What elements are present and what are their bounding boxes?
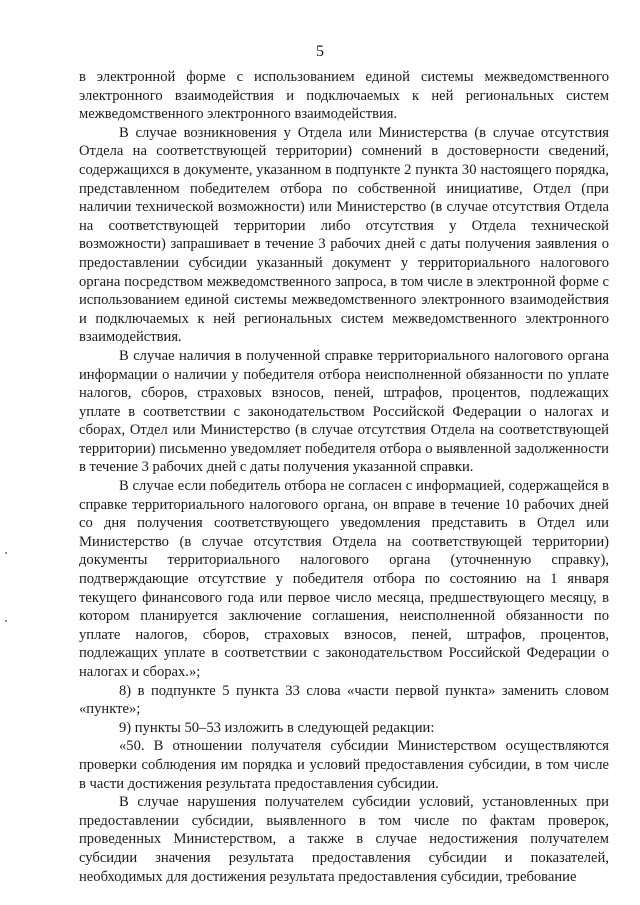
paragraph-item-8: 8) в подпункте 5 пункта 33 слова «части первой пункта» заменить словом «пункте»; (79, 682, 609, 718)
paragraph-clause-50: «50. В отношении получателя субсидии Министерством осуществляются проверки соблюдения им порядка и условий предоставления субсидии, в том числе в части достижения результата предоставления субсидии. (79, 738, 609, 792)
document-body (79, 68, 609, 886)
paragraph-tax-debt-notice: В случае наличия в полученной справке территориального налогового органа информации о наличии у победителя отбора неисполненной обязанности по уплате налогов, сборов, страховых взносов, пеней, штрафов, процентов, подлежащих уплате в соответствии с законодательством Российской Федерации о налогах и сборах, Отдел или Министерство (в случае отсутствия Отдела на соответствующей территории) письменно уведомляет победителя отбора о выявленной задолженности в течение 3 рабочих дней с даты получения указанной справки. (79, 347, 609, 476)
paragraph-item-9: 9) пункты 50–53 изложить в следующей редакции: (119, 719, 435, 736)
paragraph-doubt-verification: В случае возникновения у Отдела или Министерства (в случае отсутствия Отдела на соответствующей территории) сомнений в достоверности сведений, содержащихся в документе, указанном в подпункте 2 пункта 30 настоящего порядка, представленном победителем отбора по собственной инициативе, Отдел (при наличии технической возможности) или Министерство (в случае отсутствия Отдела на соответствующей территории либо отсутствия у Отдела технической возможности) запрашивает в течение 3 рабочих дней с даты получения заявления о предоставлении субсидии указанный документ у территориального налогового органа посредством межведомственного запроса, в том числе в электронной форме с использованием единой системы межведомственного электронного взаимодействия и подключаемых к ней региональных систем межведомственного электронного взаимодействия. (79, 124, 609, 346)
paragraph-violation: В случае нарушения получателем субсидии условий, установленных при предоставлении субсидии, выявленного в том числе по фактам проверок, проведенных Министерством, а также в случае недостижения получателем субсидии значения результата предоставления субсидии и показателей, необходимых для достижения результата предоставления субсидии, требование (79, 794, 609, 885)
scan-dot (5, 620, 7, 622)
paragraph-disagreement: В случае если победитель отбора не согласен с информацией, содержащейся в справке территориального налогового органа, он вправе в течение 10 рабочих дней со дня получения соответствующего уведомления представить в Отдел или Министерство (в случае отсутствия Отдела на соответствующей территории) документы территориального налогового органа (уточненную справку), подтверждающие отсутствие у победителя отбора по состоянию на 1 января текущего финансового года или первое число месяца, предшествующего месяцу, в котором планируется заключение соглашения, неисполненной обязанности по уплате налогов, сборов, страховых взносов, пеней, штрафов, процентов, подлежащих уплате в соответствии с законодательством Российской Федерации о налогах и сборах.»; (79, 478, 609, 680)
paragraph-continuation: в электронной форме с использованием единой системы межведомственного электронного взаимодействия и подключаемых к ней региональных систем межведомственного электронного взаимодействия. (79, 69, 609, 123)
scan-dot (5, 552, 7, 554)
page-number: 5 (316, 43, 324, 60)
